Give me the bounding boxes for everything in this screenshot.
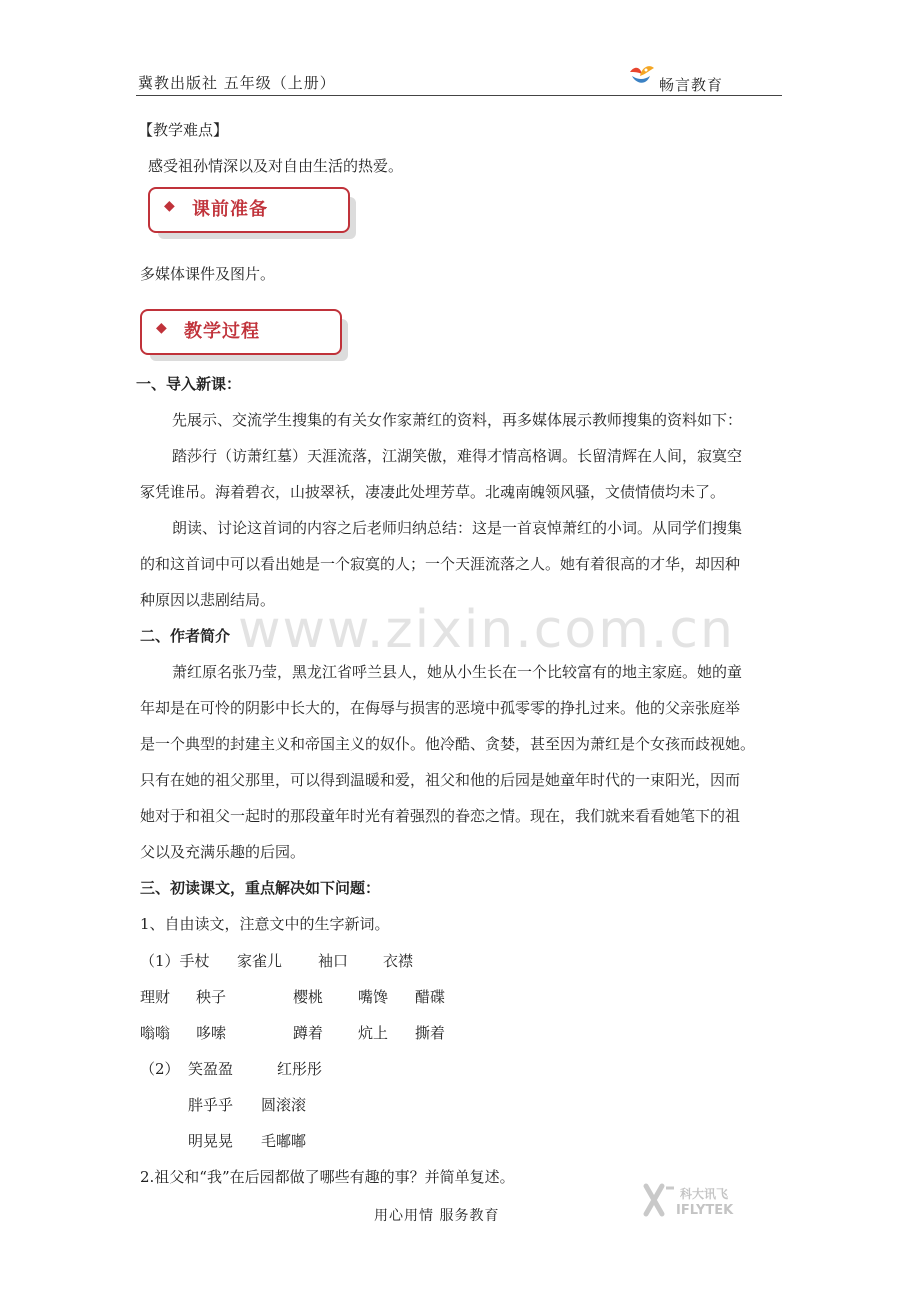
- section1-line: 种原因以悲剧结局。: [140, 591, 276, 609]
- vocab-word: 袖口: [318, 952, 349, 970]
- process-section-box: [140, 309, 342, 355]
- vocab-word: 笑盈盈: [188, 1060, 234, 1078]
- vocab-word: 撕着: [415, 1024, 446, 1042]
- vocab-word: 胖乎乎: [188, 1096, 234, 1114]
- difficulty-text: 感受祖孙情深以及对自由生活的热爱。: [148, 157, 404, 175]
- diamond-icon: ◆: [164, 198, 175, 214]
- section1-line: 朗读、讨论这首词的内容之后老师归纳总结：这是一首哀悼萧红的小词。从同学们搜集: [172, 519, 743, 537]
- vocab-word: 嘴馋: [358, 988, 389, 1006]
- vocab-word: 毛嘟嘟: [261, 1132, 307, 1150]
- difficulty-label: 【教学难点】: [138, 121, 229, 139]
- prep-text: 多媒体课件及图片。: [140, 265, 276, 283]
- vocab-label: （2）: [140, 1060, 180, 1078]
- vocab-word: 秧子: [196, 988, 227, 1006]
- vocab-word: 家雀儿: [237, 952, 283, 970]
- diamond-icon: ◆: [156, 320, 167, 336]
- process-section-title: 教学过程: [184, 321, 260, 342]
- header-publisher: 冀教出版社 五年级（上册）: [138, 74, 336, 92]
- vocab-word: 明晃晃: [188, 1132, 234, 1150]
- section3-question-2: 2.祖父和“我”在后园都做了哪些有趣的事？并简单复述。: [140, 1168, 515, 1186]
- section2-line: 是一个典型的封建主义和帝国主义的奴仆。他冷酷、贪婪，甚至因为萧红是个女孩而歧视她。: [140, 735, 756, 753]
- section1-line: 先展示、交流学生搜集的有关女作家萧红的资料，再多媒体展示教师搜集的资料如下：: [172, 411, 743, 429]
- bird-logo-icon: [626, 62, 656, 90]
- iflytek-en: IFLYTEK: [676, 1203, 734, 1218]
- prep-section-box: [148, 187, 350, 233]
- vocab-word: 衣襟: [383, 952, 414, 970]
- iflytek-cn: 科大讯飞: [680, 1187, 729, 1201]
- iflytek-logo-icon: [640, 1180, 760, 1220]
- vocab-word: 嗡嗡: [140, 1024, 171, 1042]
- section2-line: 父以及充满乐趣的后园。: [140, 843, 306, 861]
- section1-line: 的和这首词中可以看出她是一个寂寞的人；一个天涯流落之人。她有着很高的才华，却因种: [140, 555, 741, 573]
- vocab-word: 蹲着: [293, 1024, 324, 1042]
- vocab-word: （1）手杖: [140, 952, 210, 970]
- section2-line: 她对于和祖父一起时的那段童年时光有着强烈的眷恋之情。现在，我们就来看看她笔下的祖: [140, 807, 741, 825]
- vocab-word: 理财: [140, 988, 171, 1006]
- section2-line: 萧红原名张乃莹，黑龙江省呼兰县人，她从小生长在一个比较富有的地主家庭。她的童: [172, 663, 743, 681]
- header-brand: 畅言教育: [659, 76, 724, 94]
- footer-slogan: 用心用情 服务教育: [374, 1208, 500, 1224]
- section3-heading: 三、初读课文，重点解决如下问题：: [140, 879, 381, 897]
- vocab-word: 圆滚滚: [261, 1096, 307, 1114]
- watermark: www.zixin.com.cn: [238, 600, 735, 660]
- section2-line: 年却是在可怜的阴影中长大的，在侮辱与损害的恶境中孤零零的挣扎过来。他的父亲张庭举: [140, 699, 741, 717]
- header-divider: [136, 95, 782, 96]
- section1-heading: 一、导入新课：: [136, 375, 242, 393]
- vocab-word: 樱桃: [293, 988, 324, 1006]
- section1-line: 踏莎行（访萧红墓）天涯流落，江湖笑傲，难得才情高格调。长留清辉在人间，寂寞空: [172, 447, 743, 465]
- vocab-word: 哆嗦: [196, 1024, 227, 1042]
- section2-line: 只有在她的祖父那里，可以得到温暖和爱，祖父和他的后园是她童年时代的一束阳光，因而: [140, 771, 741, 789]
- section2-heading: 二、作者简介: [140, 627, 231, 645]
- vocab-word: 醋碟: [415, 988, 446, 1006]
- vocab-word: 炕上: [358, 1024, 389, 1042]
- vocab-word: 红彤彤: [277, 1060, 323, 1078]
- section1-line: 冢凭谁吊。海着碧衣，山披翠袄，凄凄此处埋芳草。北魂南魄领风骚，文债情债均未了。: [140, 483, 726, 501]
- prep-section-title: 课前准备: [192, 199, 268, 220]
- section3-question-1: 1、自由读文，注意文中的生字新词。: [140, 915, 390, 933]
